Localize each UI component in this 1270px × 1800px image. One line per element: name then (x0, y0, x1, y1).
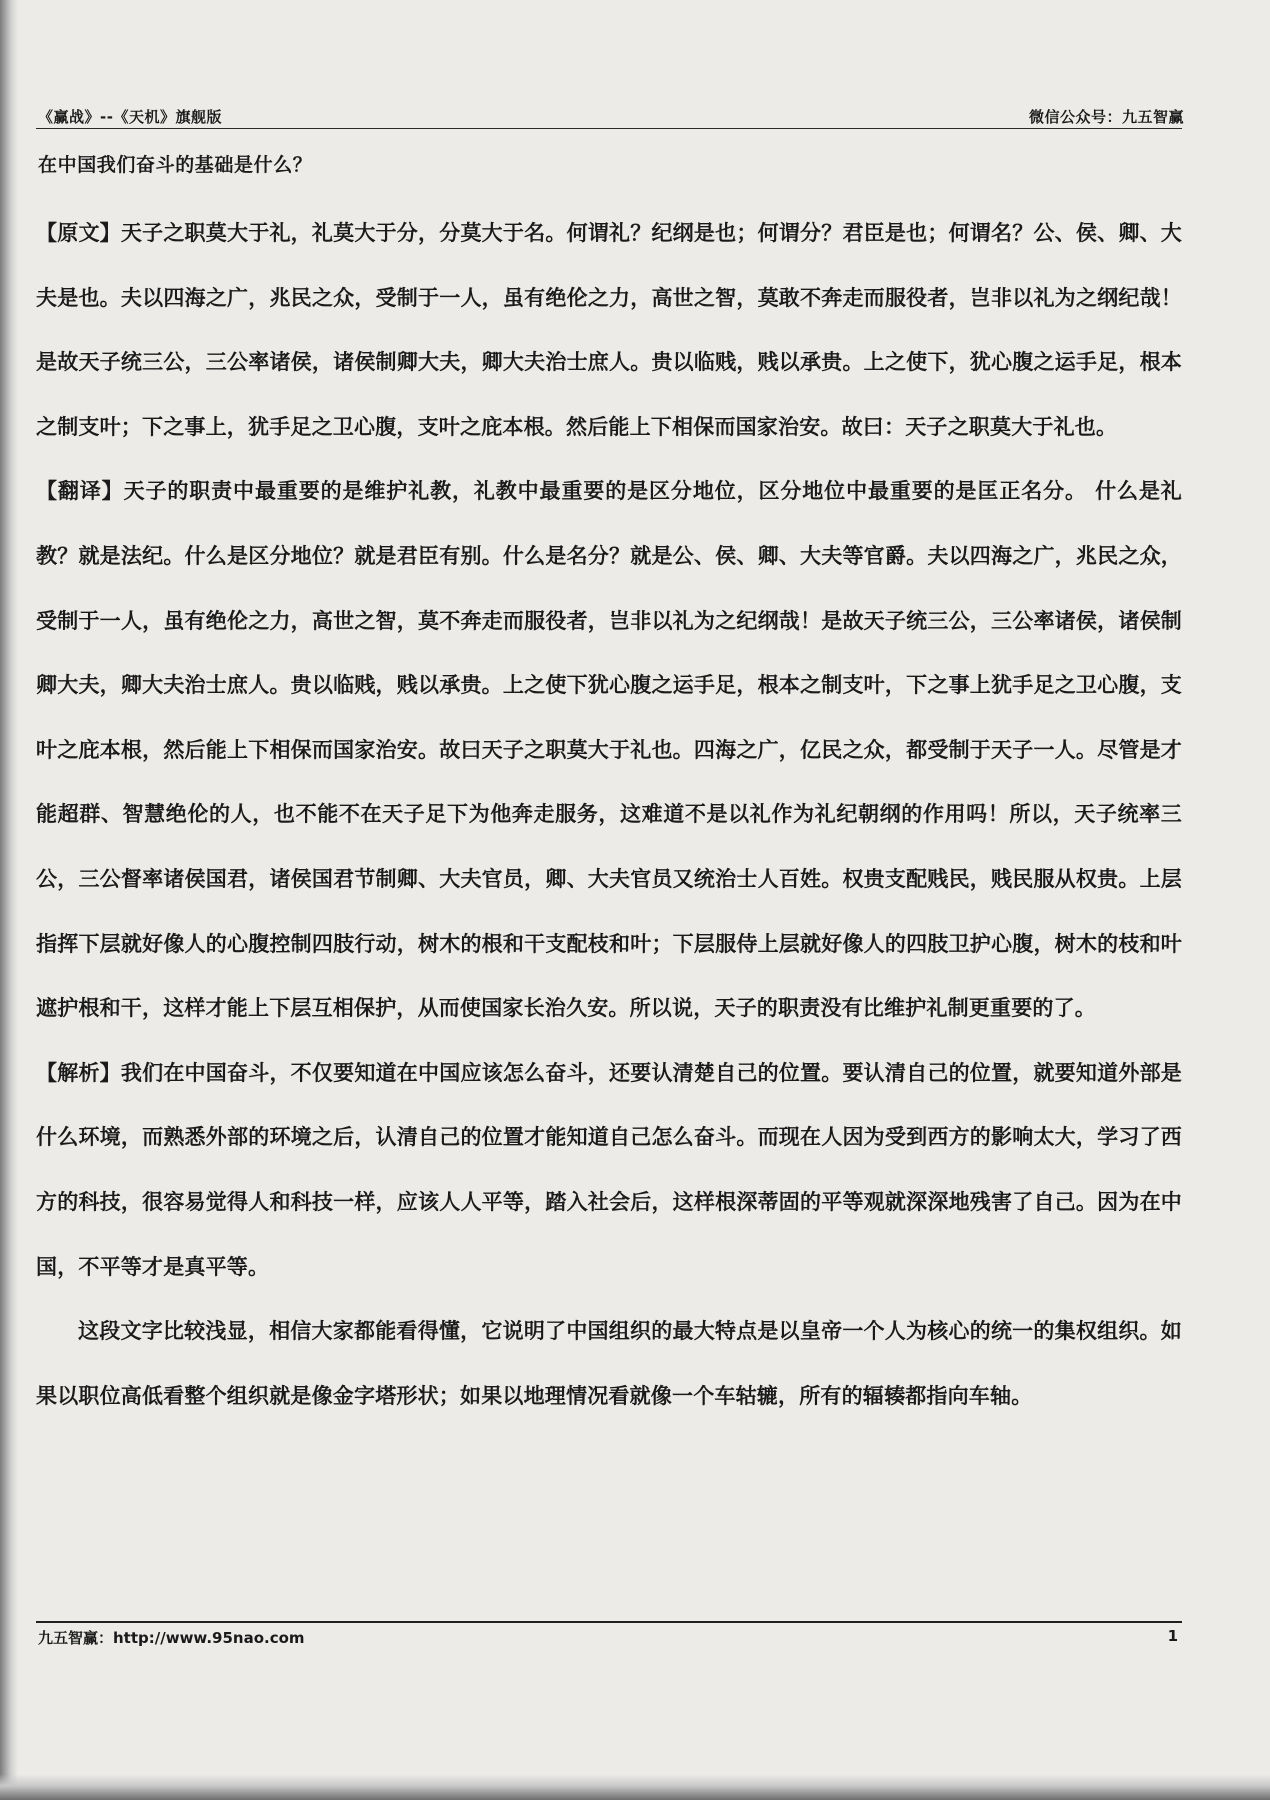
paragraph-translation: 【翻译】天子的职责中最重要的是维护礼教，礼教中最重要的是区分地位，区分地位中最重要的是匡正名分。 什么是礼教？就是法纪。什么是区分地位？就是君臣有别。什么是名分？就是公、侯、卿、大夫等官爵。夫以四海之广，兆民之众，受制于一人，虽有绝伦之力，高世之智，莫不奔走而服役者，岂非以礼为之纪纲哉！是故天子统三公，三公率诸侯，诸侯制卿大夫，卿大夫治士庶人。贵以临贱，贱以承贵。上之使下犹心腹之运手足，根本之制支叶，下之事上犹手足之卫心腹，支叶之庇本根，然后能上下相保而国家治安。故曰天子之职莫大于礼也。四海之广，亿民之众，都受制于天子一人。尽管是才能超群、智慧绝伦的人，也不能不在天子足下为他奔走服务，这难道不是以礼作为礼纪朝纲的作用吗！所以，天子统率三公，三公督率诸侯国君，诸侯国君节制卿、大夫官员，卿、大夫官员又统治士人百姓。权贵支配贱民，贱民服从权贵。上层指挥下层就好像人的心腹控制四肢行动，树木的根和干支配枝和叶；下层服侍上层就好像人的四肢卫护心腹，树木的枝和叶遮护根和干，这样才能上下层互相保护，从而使国家长治久安。所以说，天子的职责没有比维护礼制更重要的了。 (36, 479, 1182, 1021)
header-divider (36, 128, 1182, 129)
paragraph-commentary: 这段文字比较浅显，相信大家都能看得懂，它说明了中国组织的最大特点是以皇帝一个人为核心的统一的集权组织。如果以职位高低看整个组织就是像金字塔形状；如果以地理情况看就像一个车轱辘，所有的辐辏都指向车轴。 (36, 1319, 1182, 1408)
header-wechat-account: 微信公众号：九五智赢 (1028, 108, 1184, 126)
footer-divider (36, 1621, 1182, 1623)
paragraph-analysis: 【解析】我们在中国奋斗，不仅要知道在中国应该怎么奋斗，还要认清楚自己的位置。要认清自己的位置，就要知道外部是什么环境，而熟悉外部的环境之后，认清自己的位置才能知道自己怎么奋斗。而现在人因为受到西方的影响太大，学习了西方的科技，很容易觉得人和科技一样，应该人人平等，踏入社会后，这样根深蒂固的平等观就深深地残害了自己。因为在中国，不平等才是真平等。 (36, 1060, 1182, 1279)
paragraph-original-text: 【原文】天子之职莫大于礼，礼莫大于分，分莫大于名。何谓礼？纪纲是也；何谓分？君臣是也；何谓名？公、侯、卿、大夫是也。夫以四海之广，兆民之众，受制于一人，虽有绝伦之力，高世之智，莫敢不奔走而服役者，岂非以礼为之纲纪哉！是故天子统三公，三公率诸侯，诸侯制卿大夫，卿大夫治士庶人。贵以临贱，贱以承贵。上之使下，犹心腹之运手足，根本之制支叶；下之事上，犹手足之卫心腹，支叶之庇本根。然后能上下相保而国家治安。故曰：天子之职莫大于礼也。 (36, 221, 1182, 439)
scan-left-edge-shadow (0, 0, 18, 1800)
scan-bottom-edge-shadow (0, 1774, 1270, 1800)
header-book-title: 《赢战》--《天机》旗舰版 (38, 108, 222, 126)
footer-website: 九五智赢：http://www.95nao.com (38, 1629, 305, 1647)
page-title: 在中国我们奋斗的基础是什么？ (38, 154, 313, 176)
page-number: 1 (1167, 1627, 1178, 1645)
document-body (36, 201, 1182, 1428)
